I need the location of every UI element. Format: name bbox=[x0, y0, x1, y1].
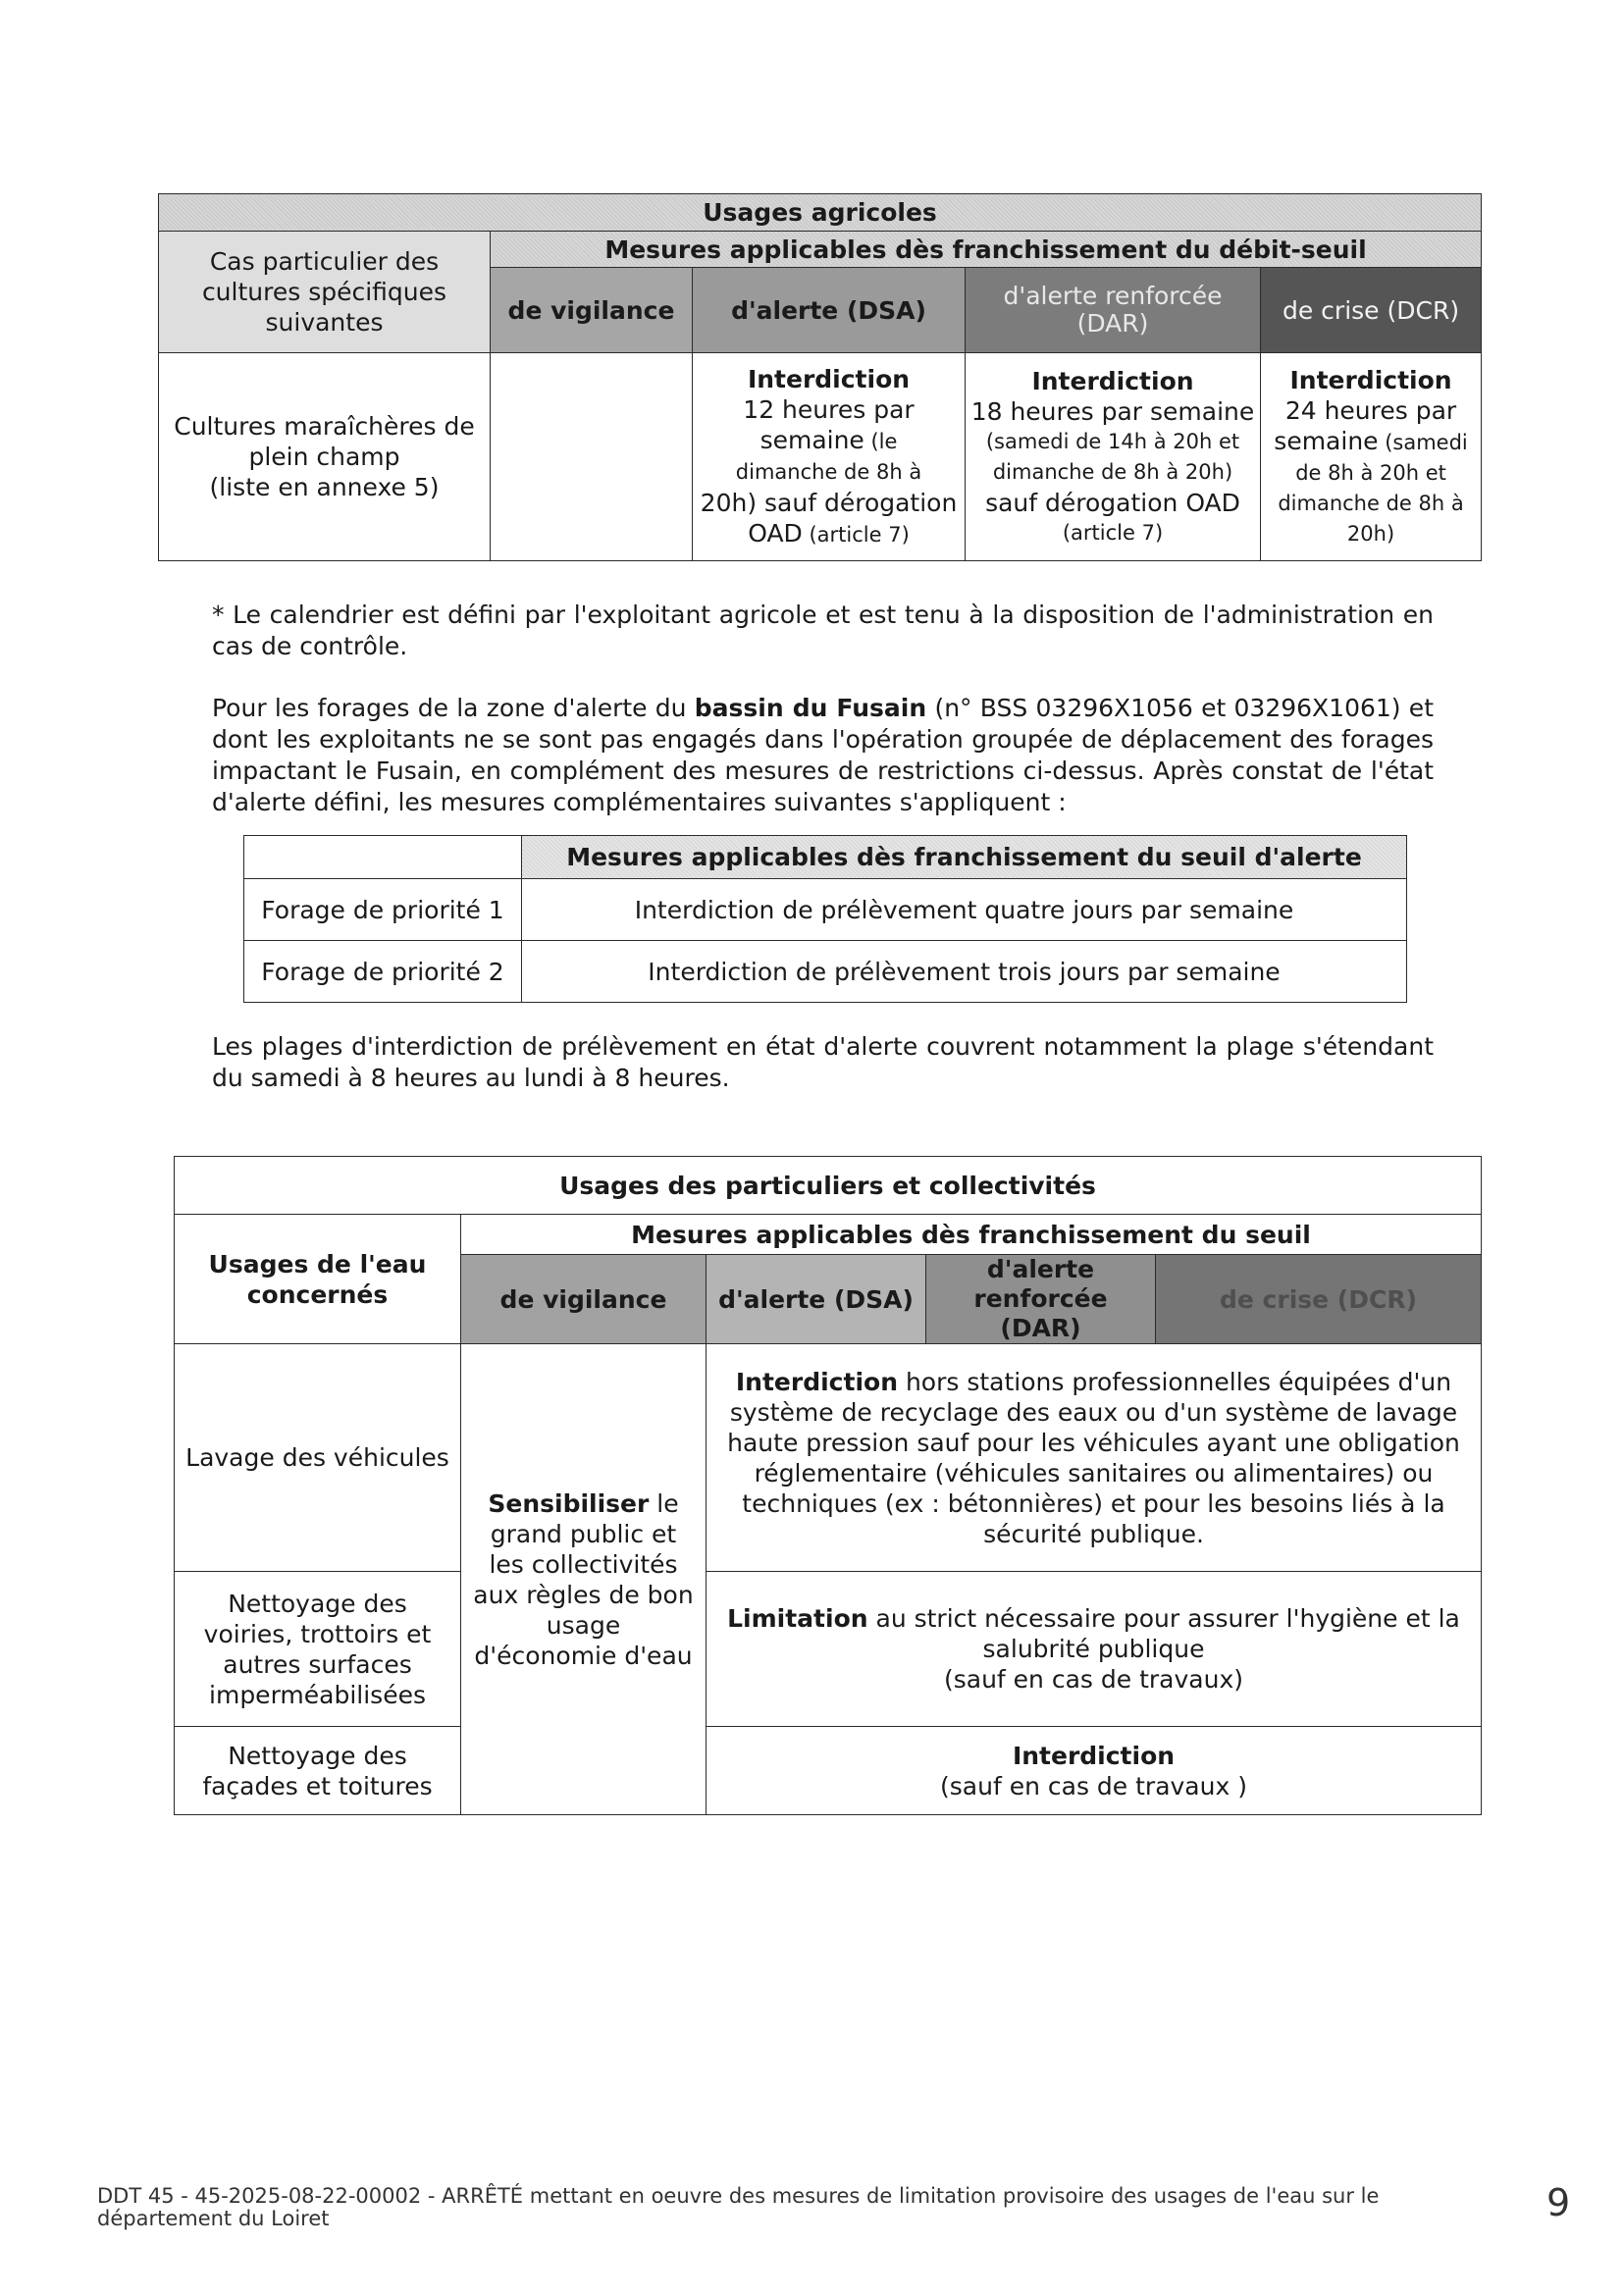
table-title: Usages des particuliers et collectivités bbox=[175, 1157, 1482, 1215]
row-value: Interdiction de prélèvement quatre jours par semaine bbox=[522, 879, 1407, 941]
row-label: Lavage des véhicules bbox=[175, 1344, 461, 1572]
row-value: Interdiction de prélèvement trois jours par semaine bbox=[522, 941, 1407, 1003]
page-number: 9 bbox=[1546, 2181, 1571, 2224]
paragraph-fusain: Pour les forages de la zone d'alerte du bassin du Fusain (n° BSS 03296X1056 et 03296X1061) et dont les exploitants ne se sont pas engagés dans l'opération groupée de déplacement des forages impactant le Fusain, en complément des mesures de restrictions ci-dessus. Après constat de l'état d'alerte défini, les mesures complémentaires suivantes s'appliquent : bbox=[212, 694, 1434, 816]
table-usages-agricoles bbox=[158, 193, 1482, 561]
row-header: Usages de l'eau concernés bbox=[175, 1215, 461, 1344]
note-calendrier: * Le calendrier est défini par l'exploitant agricole et est tenu à la disposition de l'administration en cas de contrôle. bbox=[212, 600, 1434, 660]
empty-corner bbox=[244, 836, 522, 879]
col-dar: d'alerte renforcée (DAR) bbox=[926, 1255, 1156, 1344]
table-subtitle: Mesures applicables dès franchissement du seuil bbox=[461, 1215, 1482, 1255]
cell-nettoyage-voiries-mesure: Limitation au strict nécessaire pour assurer l'hygiène et la salubrité publique (sauf en cas de travaux) bbox=[707, 1572, 1482, 1727]
col-dsa: d'alerte (DSA) bbox=[693, 268, 966, 353]
paragraph-plages: Les plages d'interdiction de prélèvement en état d'alerte couvrent notamment la plage s'étendant du samedi à 8 heures au lundi à 8 heures. bbox=[212, 1032, 1434, 1092]
cell-dcr: Interdiction 24 heures par semaine (samedi de 8h à 20h et dimanche de 8h à 20h) bbox=[1261, 353, 1482, 561]
cell-dsa: Interdiction 12 heures par semaine (le dimanche de 8h à 20h) sauf dérogation OAD (article 7) bbox=[693, 353, 966, 561]
table-header: Mesures applicables dès franchissement du seuil d'alerte bbox=[522, 836, 1407, 879]
table-usages-particuliers bbox=[174, 1156, 1482, 1815]
cell-dar: Interdiction 18 heures par semaine (samedi de 14h à 20h et dimanche de 8h à 20h) sauf dérogation OAD (article 7) bbox=[966, 353, 1261, 561]
col-vigilance: de vigilance bbox=[461, 1255, 707, 1344]
col-dcr: de crise (DCR) bbox=[1156, 1255, 1482, 1344]
table-forages bbox=[243, 835, 1407, 1003]
cell-vigilance bbox=[491, 353, 693, 561]
table-subtitle: Mesures applicables dès franchissement du débit-seuil bbox=[491, 232, 1482, 268]
cell-lavage-mesure: Interdiction hors stations professionnelles équipées d'un système de recyclage des eaux ou d'un système de lavage haute pression sauf pour les véhicules ayant une obligation réglementaire (véhicules sanitaires ou alimentaires) ou techniques (ex : bétonnières) et pour les besoins liés à la sécurité publique. bbox=[707, 1344, 1482, 1572]
cell-nettoyage-facades-mesure: Interdiction (sauf en cas de travaux ) bbox=[707, 1727, 1482, 1815]
table-title: Usages agricoles bbox=[159, 194, 1482, 232]
col-dcr: de crise (DCR) bbox=[1261, 268, 1482, 353]
row-label: Nettoyage des façades et toitures bbox=[175, 1727, 461, 1815]
row-label: Forage de priorité 1 bbox=[244, 879, 522, 941]
row-label: Forage de priorité 2 bbox=[244, 941, 522, 1003]
col-dsa: d'alerte (DSA) bbox=[707, 1255, 926, 1344]
row-label: Cultures maraîchères de plein champ (liste en annexe 5) bbox=[159, 353, 491, 561]
row-header: Cas particulier des cultures spécifiques suivantes bbox=[159, 232, 491, 353]
col-vigilance: de vigilance bbox=[491, 268, 693, 353]
row-label: Nettoyage des voiries, trottoirs et autres surfaces imperméabilisées bbox=[175, 1572, 461, 1727]
cell-vigilance-sensibiliser: Sensibiliser le grand public et les collectivités aux règles de bon usage d'économie d'eau bbox=[461, 1344, 707, 1815]
page-footer: DDT 45 - 45-2025-08-22-00002 - ARRÊTÉ mettant en oeuvre des mesures de limitation provisoire des usages de l'eau sur le département du Loiret bbox=[97, 2184, 1380, 2230]
col-dar: d'alerte renforcée (DAR) bbox=[966, 268, 1261, 353]
